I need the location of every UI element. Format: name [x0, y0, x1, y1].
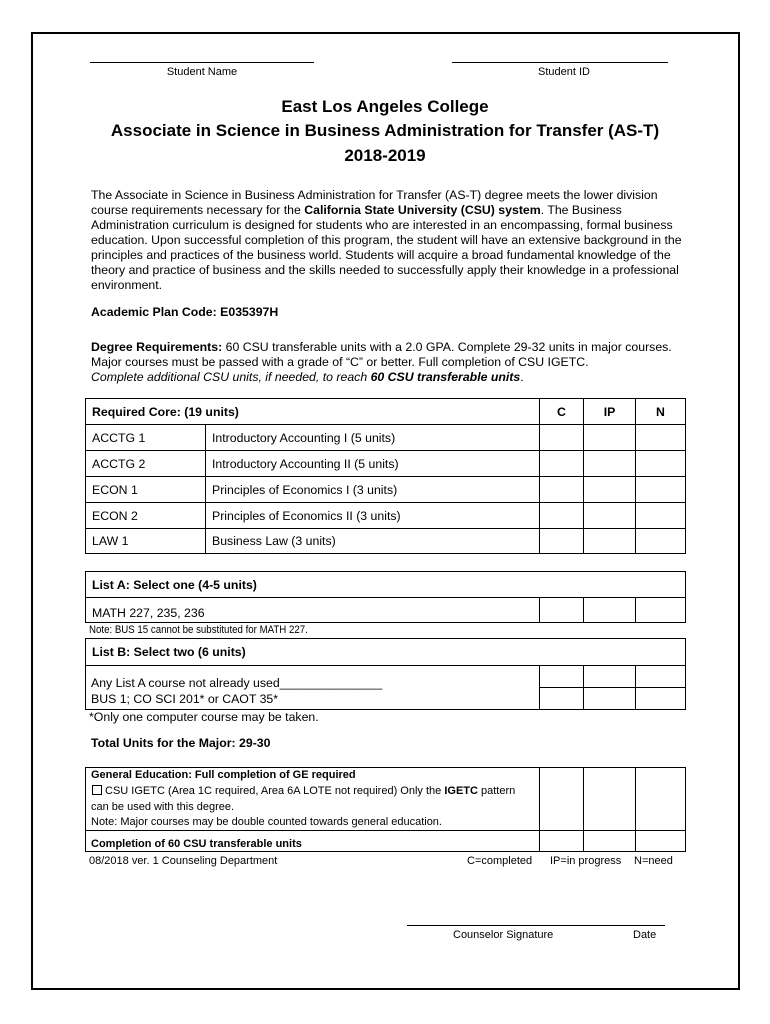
course-code: ECON 2 — [85, 502, 206, 529]
c-checkbox[interactable] — [539, 687, 584, 710]
col-n-header: N — [635, 398, 686, 425]
degree-end: . — [520, 370, 524, 384]
ip-checkbox[interactable] — [583, 687, 636, 710]
list-b-note: *Only one computer course may be taken. — [89, 710, 319, 724]
ge-line-1-bold: IGETC — [444, 785, 478, 797]
c-checkbox[interactable] — [539, 830, 584, 852]
n-checkbox[interactable] — [635, 767, 686, 831]
student-name-label: Student Name — [166, 66, 238, 78]
intro-bold: California State University (CSU) system — [304, 203, 541, 217]
degree-bold-italic: 60 CSU transferable units — [370, 370, 521, 384]
c-checkbox[interactable] — [539, 767, 584, 831]
ge-line-1-a: CSU IGETC (Area 1C required, Area 6A LOTE not required) Only the — [105, 785, 445, 797]
course-code: LAW 1 — [85, 528, 206, 554]
legend-need: N=need — [634, 855, 673, 867]
intro-text-1: The Associate in Science in Business Administration for Transfer (AS-T) degree meets the lower division course requirements necessary for the — [91, 188, 658, 217]
ip-checkbox[interactable] — [583, 476, 636, 503]
course-title: Principles of Economics II (3 units) — [205, 502, 540, 529]
course-code: ACCTG 2 — [85, 450, 206, 477]
n-checkbox[interactable] — [635, 424, 686, 451]
list-b-line-2: BUS 1; CO SCI 201* or CAOT 35* — [91, 692, 279, 706]
ge-line-1 — [88, 785, 515, 797]
student-id-label: Student ID — [538, 66, 590, 78]
c-checkbox[interactable] — [539, 597, 584, 623]
ge-line-3: Note: Major courses may be double counted towards general education. — [91, 816, 442, 828]
c-checkbox[interactable] — [539, 424, 584, 451]
degree-title: Associate in Science in Business Administration for Transfer (AS-T) — [110, 121, 660, 140]
completion-label: Completion of 60 CSU transferable units — [91, 838, 302, 850]
list-b-line-1: Any List A course not already used_______________ — [91, 676, 383, 690]
counselor-signature-label: Counselor Signature — [453, 929, 554, 941]
col-c-header: C — [539, 398, 584, 425]
ip-checkbox[interactable] — [583, 597, 636, 623]
course-title: Introductory Accounting II (5 units) — [205, 450, 540, 477]
igetc-checkbox[interactable] — [92, 785, 102, 795]
ip-checkbox[interactable] — [583, 665, 636, 688]
student-name-line — [90, 62, 314, 63]
c-checkbox[interactable] — [539, 450, 584, 477]
n-checkbox[interactable] — [635, 476, 686, 503]
legend-in-progress: IP=in progress — [550, 855, 622, 867]
c-checkbox[interactable] — [539, 476, 584, 503]
n-checkbox[interactable] — [635, 830, 686, 852]
core-header: Required Core: (19 units) — [85, 398, 540, 425]
n-checkbox[interactable] — [635, 528, 686, 554]
n-checkbox[interactable] — [635, 450, 686, 477]
legend-completed: C=completed — [467, 855, 533, 867]
ge-line-2: can be used with this degree. — [91, 801, 235, 813]
list-b-header: List B: Select two (6 units) — [85, 638, 686, 666]
n-checkbox[interactable] — [635, 502, 686, 529]
course-code: ACCTG 1 — [85, 424, 206, 451]
ip-checkbox[interactable] — [583, 767, 636, 831]
ip-checkbox[interactable] — [583, 450, 636, 477]
degree-italic: Complete additional CSU units, if needed, to reach — [91, 370, 371, 384]
c-checkbox[interactable] — [539, 528, 584, 554]
ip-checkbox[interactable] — [583, 424, 636, 451]
list-a-note: Note: BUS 15 cannot be substituted for MATH 227. — [89, 624, 308, 636]
version-info: 08/2018 ver. 1 Counseling Department — [89, 855, 278, 867]
n-checkbox[interactable] — [635, 687, 686, 710]
date-label: Date — [633, 929, 657, 941]
course-title: Introductory Accounting I (5 units) — [205, 424, 540, 451]
intro-text-2: . The Business Administration curriculum is designed for students who are interested in an encompassing, formal business education. Upon successful completion of this program, the student will have an extensive background in the principles and practices of the business world. Students will acquire a broad fundamental knowledge of the theory and practice of business and the skills needed to successfully apply their knowledge in a professional environment. — [91, 203, 682, 292]
list-a-courses: MATH 227, 235, 236 — [85, 597, 540, 623]
ip-checkbox[interactable] — [583, 830, 636, 852]
degree-text: 60 CSU transferable units with a 2.0 GPA. Complete 29-32 units in major courses. Major courses must be passed with a grade of “C” or better. Full completion of CSU IGETC. — [91, 340, 672, 369]
list-a-header: List A: Select one (4-5 units) — [85, 571, 686, 598]
course-title: Business Law (3 units) — [205, 528, 540, 554]
col-ip-header: IP — [583, 398, 636, 425]
c-checkbox[interactable] — [539, 665, 584, 688]
ip-checkbox[interactable] — [583, 502, 636, 529]
academic-year: 2018-2019 — [344, 146, 426, 165]
n-checkbox[interactable] — [635, 665, 686, 688]
degree-requirements — [91, 340, 691, 385]
total-units: Total Units for the Major: 29-30 — [91, 736, 271, 750]
ge-line-1-b: pattern — [477, 785, 516, 797]
c-checkbox[interactable] — [539, 502, 584, 529]
course-code: ECON 1 — [85, 476, 206, 503]
college-title: East Los Angeles College — [281, 97, 489, 116]
counselor-signature-line — [407, 925, 665, 926]
degree-label: Degree Requirements: — [91, 340, 223, 354]
academic-plan-code: Academic Plan Code: E035397H — [91, 305, 279, 319]
intro-paragraph — [91, 188, 691, 293]
n-checkbox[interactable] — [635, 597, 686, 623]
student-id-line — [452, 62, 668, 63]
ip-checkbox[interactable] — [583, 528, 636, 554]
course-title: Principles of Economics I (3 units) — [205, 476, 540, 503]
ge-header: General Education: Full completion of GE required — [91, 769, 356, 781]
